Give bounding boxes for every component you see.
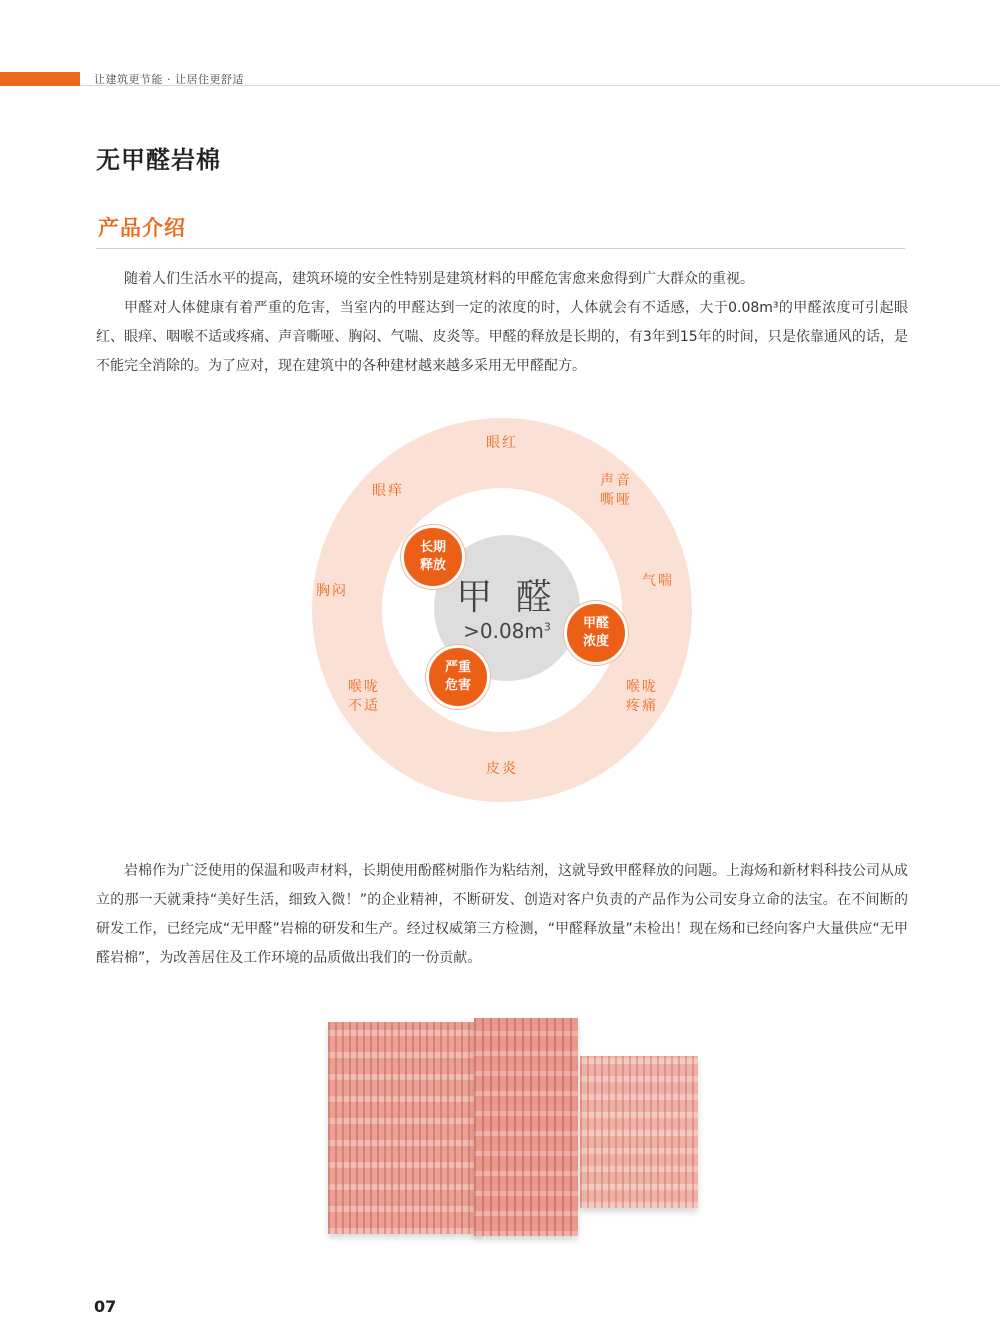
rock-wool-board-middle [474, 1018, 578, 1236]
body-text [96, 857, 908, 973]
core-value-text: >0.08m [463, 619, 544, 643]
symptom-hoarse-voice: 声音嘶哑 [600, 473, 632, 508]
rock-wool-board-left [328, 1022, 480, 1234]
badge-serious-harm-label: 严重危害 [444, 660, 471, 693]
core-value-superscript: 3 [543, 620, 551, 634]
rock-wool-product-image [328, 1018, 700, 1240]
intro-paragraph-1: 随着人们生活水平的提高，建筑环境的安全性特别是建筑材料的甲醛危害愈来愈得到广大群众的重视。 [124, 271, 754, 287]
header-slogan: 让建筑更节能 · 让居住更舒适 [94, 73, 244, 86]
badge-long-term-release [401, 525, 465, 589]
badge-long-term-label: 长期释放 [419, 540, 446, 573]
symptom-throat-pain: 喉咙疼痛 [626, 679, 658, 714]
badge-serious-harm [426, 645, 490, 709]
page-number: 07 [94, 1297, 117, 1316]
section-title: 产品介绍 [98, 216, 186, 240]
symptom-throat-discomfort: 喉咙不适 [348, 679, 380, 714]
symptom-red-eyes: 眼红 [486, 435, 518, 451]
page-title: 无甲醛岩棉 [96, 146, 221, 174]
header-accent-bar [0, 72, 80, 86]
symptom-asthma: 气喘 [642, 573, 674, 589]
symptom-chest-tightness: 胸闷 [316, 583, 348, 599]
symptom-itchy-eyes: 眼痒 [372, 483, 404, 499]
badge-concentration-label: 甲醛浓度 [582, 616, 609, 649]
core-title: 甲 醛 [456, 577, 558, 618]
intro-paragraph-2: 甲醛对人体健康有着严重的危害，当室内的甲醛达到一定的浓度的时，人体就会有不适感，大于0.08m³的甲醛浓度可引起眼红、眼痒、咽喉不适或疼痛、声音嘶哑、胸闷、气喘、皮炎等。甲醛的释放是长期的，有3年到15年的时间，只是依靠通风的话，是不能完全消除的。为了应对，现在建筑中的各种建材越来越多采用无甲醛配方。 [96, 300, 908, 374]
intro-text [96, 265, 908, 381]
rock-wool-board-right [580, 1056, 698, 1208]
formaldehyde-diagram [312, 418, 692, 802]
body-paragraph: 岩棉作为广泛使用的保温和吸声材料，长期使用酚醛树脂作为粘结剂，这就导致甲醛释放的问题。上海炀和新材料科技公司从成立的那一天就秉持“美好生活，细致入微！”的企业精神，不断研发、创造对客户负责的产品作为公司安身立命的法宝。在不间断的研发工作，已经完成“无甲醛”岩棉的研发和生产。经过权威第三方检测，“甲醛释放量”未检出！现在炀和已经向客户大量供应“无甲醛岩棉”，为改善居住及工作环境的品质做出我们的一份贡献。 [96, 863, 908, 966]
symptom-dermatitis: 皮炎 [486, 761, 518, 777]
badge-concentration [564, 601, 628, 665]
section-divider [96, 248, 905, 249]
core-value [434, 619, 580, 643]
